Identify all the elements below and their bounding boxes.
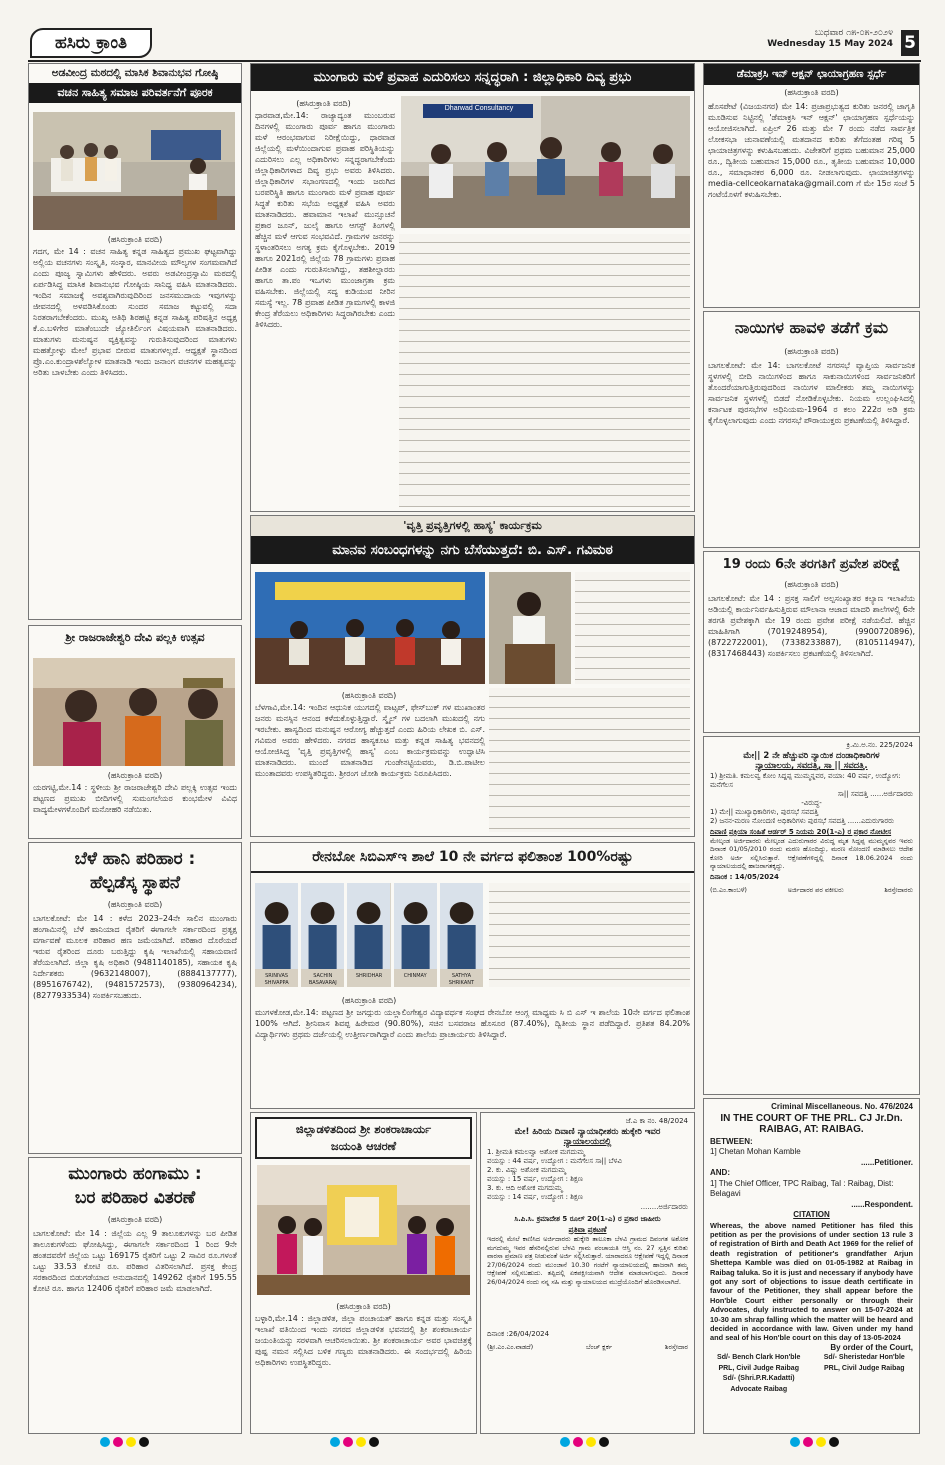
- right-story-2-byline: (ಹಸಿರುಕ್ರಾಂತಿ ವರದಿ): [784, 347, 839, 356]
- student-card: [301, 883, 344, 987]
- middle-story-2-body-cont: [489, 688, 690, 832]
- notice2-citation: Whereas, the above named Petitioner has filed this petition as per the provisions of under section 13 rule 3 of registration of Birth and Death Act 1969 for the relief of death registration of petitioner's grandfather Arjun Shettepa Kamble was died on 01-05-1982 at Raibag in Raibag taluka. So it is just and necessary if anybody have got any sort of objections to issue death certificate in favour of the Petitioner, they shall appear before the Hon'ble Court either personally or through their Advocates, duly instructed to answer on 15-07-2024 at 10-30 am shrap falling which the matter will be heard and decided in accordance with law. Given under my hand and seal of his Hon'ble court on this day of 13-05-2024: [710, 1220, 913, 1343]
- left-story-1-body: ಗದಗ, ಮೇ 14 : ವಚನ ಸಾಹಿತ್ಯ ಕನ್ನಡ ಸಾಹಿತ್ಯದ ಪ್ರಮುಖ ಘಟ್ಟವಾಗಿದ್ದು ಅಲ್ಲಿಯ ವಚನಗಳು ಸಂಸ್ಕೃತಿ, ಸಂಸ್ಕಾರ, ಮಾನವೀಯ ಮೌಲ್ಯಗಳ ಸಂಗಮವಾಗಿದೆ ಎಂದು ಪೂಜ್ಯ ಸ್ವಾಮಿಗಳು ಹೇಳಿದರು. ಅವರು ಅಡವೀಂದ್ರಸ್ವಾಮಿ ಮಠದಲ್ಲಿ ಏರ್ಪಡಿಸಿದ್ದ ಮಾಸಿಕ ಶಿವಾನುಭವ ಗೋಷ್ಠಿಯ ಸಾನಿಧ್ಯ ವಹಿಸಿ ಮಾತನಾಡಿದರು. ಇಂದಿನ ಸಮಾಜಕ್ಕೆ ಅವಶ್ಯವಾಗಿರುವುದಿರಿಂದ ಜನಸಮುದಾಯ ಇವುಗಳನ್ನು ಜೀವನದಲ್ಲಿ ಅಳವಡಿಸಿಕೊಂಡು ಸುಂದರ ಸಮಾಜ ಕಟ್ಟುವಲ್ಲಿ ಸದಾ ನಿರತರಾಗಬೇಕೆಂದರು. ಮುಖ್ಯ ಅತಿಥಿ ಶಿರಹಟ್ಟಿ ಕನ್ನಡ ಸಾಹಿತ್ಯ ಪರಿಷತ್ತಿನ ಅಧ್ಯಕ್ಷ ಕೆ.ಎ.ಬಳಿಗೇರ ಮಾತೆಂಬುದೇ ಜ್ಯೋತಿರ್ಲಿಂಗ ವಿಷಯವಾಗಿ ಮಾತನಾಡಿದರು. ಮಾತುಗಳು ಮನುಷ್ಯನ ವ್ಯಕ್ತಿತ್ವವನ್ನು ಗುರುತಿಸುವುದರಿಂದ ಮಾತುಗಳು ಮಹತ್ತೋಳ್ಳು ಮೇಲೆ ಪ್ರಭಾವ ಬೀರುವ ಮಾತುಗಳಲ್ಲದೆ. ಆಧ್ಯಕ್ಷತೆ ಸ್ಥಾನದಿಂದ ಪ್ರೊ.ಎಂ.ಕುಂದ್ರಾಳಶೆಲ್ಯೋಳ ಮಾತನಾಡಿ ಇಂದು ಜನಾಂಗ ವಚನಗಳ ಮಹತ್ವವನ್ನು ಅರಿತು ಬಾಳಬೇಕು ಎಂದು ತಿಳಿಸಿದರು.: [33, 247, 237, 377]
- notice2-between: BETWEEN:: [710, 1136, 753, 1146]
- meeting-photo-sign: Dharwad Consultancy: [444, 105, 514, 112]
- notice2-by-order: By order of the Court,: [830, 1342, 913, 1352]
- notice-line: 3. ಕು. ಆದಿ ಅಶೋಕ ಮಗದುಮ್ಮ: [487, 1183, 563, 1192]
- left-story-1: [28, 63, 242, 620]
- student-photos: [255, 883, 483, 987]
- notice2-petitioner: 1] Chetan Mohan Kamble: [710, 1147, 801, 1156]
- student-card: [255, 883, 298, 987]
- middle-story-3-side: [489, 883, 690, 987]
- notice-line: ವಯಸ್ಸು : 44 ವರ್ಷ, ಉದ್ಯೋಗ : ಮನೆಗೆಲಸ ಸಾ|| ಬೆಳವಿ: [487, 1156, 622, 1165]
- right-story-3-byline: (ಹಸಿರುಕ್ರಾಂತಿ ವರದಿ): [784, 580, 839, 589]
- right-story-2-body: ಬಾಗಲಕೋಟೆ: ಮೇ 14: ಬಾಗಲಕೋಟೆ ನಗರಸಭೆ ವ್ಯಾಪ್ತಿಯ ಸಾರ್ವಜನಿಕ ಸ್ಥಳಗಳಲ್ಲಿ ಬೀದಿ ನಾಯಿಗಳಿಂದ ಹಾಗೂ ಸಾಕುನಾಯಿಗಳಿಂದ ಸಾರ್ವಜನಿಕರಿಗೆ ತೊಂದರೆಯಾಗುತ್ತಿರುವುದರಿಂದ ನಾಯಿಗಳ ಮಾಲೀಕರು ತಮ್ಮ ನಾಯಿಗಳನ್ನು ಸಾರ್ವಜನಿಕ ಸ್ಥಳಗಳಲ್ಲಿ ಬಿಡದೆ ನೋಡಿಕೊಳ್ಳಬೇಕು. ನಿಯಮ ಉಲ್ಲಂಘಿಸಿದಲ್ಲಿ ಕರ್ನಾಟಕ ಪುರಸಭೆಗಳ ಅಧಿನಿಯಮ-1964 ರ ಕಲಂ 222ರ ಅಡಿ ಕ್ರಮ ಕೈಗೊಳ್ಳಲಾಗುವುದು ಎಂದು ನಗರಸಭೆ ಪೌರಾಯುಕ್ತರು ಪ್ರಕಟಣೆಯಲ್ಲಿ ತಿಳಿಸಿದ್ದಾರೆ.: [708, 361, 915, 425]
- jayanti-photo: [257, 1165, 470, 1295]
- registration-marks-1: [100, 1437, 149, 1447]
- student-name: SATHYA SHRIKANT: [448, 973, 475, 986]
- notice-signature: ಶಿರಸ್ತೇದಾರ: [664, 1342, 688, 1351]
- notice2-advocate: Sd/- (Shri.P.R.Kadatti) Advocate Raibag: [722, 1375, 795, 1393]
- middle-story-1-body: ಧಾರವಾಡ,ಮೇ.14: ರಾಜ್ಯಾದ್ಯಂತ ಮುಂಬರುವ ದಿನಗಳಲ್ಲಿ ಮುಂಗಾರು ಪೂರ್ವ ಹಾಗೂ ಮುಂಗಾರು ಮಳೆ ಆರಂಭವಾಗುವ ನಿರೀಕ್ಷೆಯಿದ್ದು, ಧಾರವಾಡ ಜಿಲ್ಲೆಯಲ್ಲಿ ಮಳೆಯಿಂದಾಗುವ ಪ್ರವಾಹ ಪರಿಸ್ಥಿತಿಯನ್ನು ಎದುರಿಸಲು ಎಲ್ಲ ಅಧಿಕಾರಿಗಳು ಸನ್ನದ್ಧರಾಗಬೇಕೆಂದು ಜಿಲ್ಲಾಧಿಕಾರಿಗಳಾದ ದಿವ್ಯ ಪ್ರಭು ಅವರು ತಿಳಿಸಿದರು. ಜಿಲ್ಲಾಧಿಕಾರಿಗಳ ಸಭಾಂಗಣದಲ್ಲಿ ಇಂದು ಜರುಗಿದ ಬರಪರಿಸ್ಥಿತಿ ಹಾಗೂ ಮುಂಗಾರು ಮಳೆ ಪ್ರವಾಹ ಪೂರ್ವ ಸಿದ್ಧತೆ ಕುರಿತು ಸಭೆಯ ಅಧ್ಯಕ್ಷತೆ ವಹಿಸಿ ಅವರು ಮಾತನಾಡಿದರು. ಹವಾಮಾನ ಇಲಾಖೆ ಮುನ್ಸೂಚನೆ ಪ್ರಕಾರ ಜೂನ್, ಜುಲೈ ಹಾಗೂ ಆಗಸ್ಟ್ ತಿಂಗಳಲ್ಲಿ ಹೆಚ್ಚಿನ ಮಳೆ ಆಗುವ ಸಂಭವವಿದೆ. ಗ್ರಾಮಗಳ ಜನರನ್ನು ಸ್ಥಳಾಂತರಿಸಲು ಅಗತ್ಯ ಕ್ರಮ ಕೈಗೊಳ್ಳಬೇಕು. 2019 ಹಾಗೂ 2021ರಲ್ಲಿ ಜಿಲ್ಲೆಯ 78 ಗ್ರಾಮಗಳು ಪ್ರವಾಹ ಪೀಡಿತ ಎಂದು ಗುರುತಿಸಲಾಗಿದ್ದು, ತಹಶೀಲ್ದಾರರು ಹಾಗೂ ತಾ.ಪಂ ಇಒಗಳು ಮುಂಜಾಗ್ರತಾ ಕ್ರಮ ವಹಿಸಬೇಕು. ಜಿಲ್ಲೆಯಲ್ಲಿ ಸದ್ಯ ಕುಡಿಯುವ ನೀರಿನ ಸಮಸ್ಯೆ ಇಲ್ಲ. 78 ಪ್ರವಾಹ ಪೀಡಿತ ಗ್ರಾಮಗಳಲ್ಲಿ ಕಾಳಜಿ ಕೇಂದ್ರ ತೆರೆಯಲು ಅಧಿಕಾರಿಗಳು ಸಿದ್ಧರಾಗಿರಬೇಕು ಎಂದು ತಿಳಿಸಿದರು.: [255, 111, 395, 329]
- student-card: [394, 883, 437, 987]
- notice1-line: ದಿವಾಣಿ ಪ್ರಕ್ರಿಯಾ ಸಂಹಿತೆ ಆರ್ಡರ್ 5 ನಿಯಮ 20(1-ಎ) ರ ಪ್ರಕಾರ ನೋಟೀಸ: [710, 827, 892, 836]
- right-story-3: [703, 551, 920, 733]
- notice2-sig-left: Sd/- Bench Clark Hon'ble PRL, Civil Judge Raibag: [717, 1354, 801, 1372]
- notice1-line: 1) ಶ್ರೀಮತಿ. ಕಮಲವ್ವ ಕೋಂ ಸಿದ್ದಪ್ಪ ಮುಮ್ಮನ್ನವರ, ವಯಾ: 40 ವರ್ಷ, ಉದ್ಯೋಗ: ಮನೆಗೆಲಸ: [710, 771, 901, 789]
- notice-headline-1: ಮೇ! ಹಿರಿಯ ದಿವಾಣಿ ನ್ಯಾಯಾಧೀಶರು ಹುಕ್ಕೇರಿ ಇವರ: [514, 1126, 661, 1137]
- left-story-4-byline: (ಹಸಿರುಕ್ರಾಂತಿ ವರದಿ): [107, 1215, 163, 1224]
- notice-body: ಇದರಲ್ಲಿ ಮೇಲೆ ಕಾಣಿಸಿದ ಅರ್ಜಿದಾರರು ಹುಕ್ಕೇರಿ ತಾಲೂಕಾ ಬೆಳವಿ ಗ್ರಾಮದ ದಿವಂಗತ ಅಶೋಕ ಮಗದುಮ್ಮ ಇವರ ಹೆಸರಿನಲ್ಲಿರುವ ಬೆಳವಿ ಗ್ರಾಮ ಪಂಚಾಯತಿ ಆಸ್ತಿ ನಂ. 27 ಸ್ವತ್ತಿನ ಕುರಿತು ವಾರಸಾ ಪ್ರಮಾಣ ಪತ್ರ ನೀಡುವಂತೆ ಅರ್ಜಿ ಸಲ್ಲಿಸಿರುತ್ತಾರೆ. ಯಾರಾದರೂ ಆಕ್ಷೇಪಣೆ ಇದ್ದಲ್ಲಿ ದಿನಾಂಕ 27/06/2024 ರಂದು ಮುಂಜಾನೆ 10.30 ಗಂಟೆಗೆ ನ್ಯಾಯಾಲಯದಲ್ಲಿ ಹಾಜರಾಗಿ ತಮ್ಮ ಆಕ್ಷೇಪಣೆ ಸಲ್ಲಿಸಬಹುದು. ತಪ್ಪಿದಲ್ಲಿ ಏಕಪಕ್ಷೀಯವಾಗಿ ಆದೇಶ ಮಾಡಲಾಗುವುದು. ದಿನಾಂಕ 26/04/2024 ರಂದು ನನ್ನ ಸಹಿ ಮತ್ತು ನ್ಯಾಯಾಲಯದ ಮುದ್ರೆಯೊಂದಿಗೆ ಹೊರಡಿಸಲಾಗಿದೆ.: [487, 1235, 688, 1286]
- event-photo: [33, 112, 235, 230]
- middle-story-4: [250, 1112, 477, 1434]
- court-notice-savadatti: [703, 736, 920, 1095]
- masthead: [28, 26, 921, 62]
- left-story-2: [28, 625, 242, 839]
- middle-story-4-headline-1: ಜಿಲ್ಲಾಡಳಿತದಿಂದ ಶ್ರೀ ಶಂಕರಾಚಾರ್ಯ: [295, 1122, 432, 1136]
- middle-story-3: [250, 842, 695, 1109]
- issue-date: [767, 28, 893, 50]
- magenta-dot: [113, 1437, 123, 1447]
- magenta-dot: [803, 1437, 813, 1447]
- cyan-dot: [790, 1437, 800, 1447]
- left-story-1-headline-2: ವಚನ ಸಾಹಿತ್ಯ ಸಮಾಜ ಪರಿವರ್ತನೆಗೆ ಪೂರಕ: [29, 83, 241, 103]
- notice1-line: ದಿನಾಂಕ : 14/05/2024: [710, 872, 779, 881]
- notice2-respondent: 1] The Chief Officer, TPC Raibag, Tal : Raibag, Dist: Belagavi: [710, 1178, 894, 1198]
- notice2-ref: Criminal Miscellaneous. No. 476/2024: [771, 1102, 913, 1111]
- right-story-1-headline: ಡೆಮಾಕ್ರಸಿ ಇನ್ ಆಕ್ಷನ್ ಛಾಯಾಗ್ರಹಣ ಸ್ಪರ್ಧೆ: [704, 64, 919, 85]
- notice2-petitioner-label: ......Petitioner.: [860, 1157, 913, 1167]
- left-story-2-byline: (ಹಸಿರುಕ್ರಾಂತಿ ವರದಿ): [107, 771, 163, 780]
- notice-signature: ಬೆಂಚ್ ಕ್ಲರ್ಕ: [585, 1342, 613, 1351]
- notice-line: ವಯಸ್ಸು : 14 ವರ್ಷ, ಉದ್ಯೋಗ : ಶಿಕ್ಷಣ: [487, 1192, 583, 1201]
- middle-story-2: [250, 515, 695, 837]
- notice2-respondent-label: ......Respondent.: [851, 1199, 913, 1209]
- notice-sub-heading: ಸಿ.ಪಿ.ಸಿ. ಕ್ರಮಾದೇಶ 5 ರೂಲ್ 20(1-ಎ) ರ ಪ್ರಕಾರ ಜಾಹೀರು: [514, 1215, 661, 1223]
- left-story-3-headline-1: ಬೆಳೆ ಹಾನಿ ಪರಿಹಾರ :: [74, 849, 196, 869]
- notice-date: ದಿನಾಂಕ :26/04/2024: [487, 1330, 550, 1338]
- magenta-dot: [573, 1437, 583, 1447]
- cyan-dot: [560, 1437, 570, 1447]
- middle-story-2-kicker: 'ವೃತ್ತಿ ಪ್ರವೃತ್ತಿಗಳಲ್ಲಿ ಹಾಸ್ಯ' ಕಾರ್ಯಕ್ರಮ: [251, 516, 694, 536]
- right-story-3-headline: 19 ರಂದು 6ನೇ ತರಗತಿಗೆ ಪ್ರವೇಶ ಪರೀಕ್ಷೆ: [722, 557, 901, 572]
- notice-applicant-label: ........ಅರ್ಜಿದಾರರು: [640, 1202, 688, 1211]
- middle-story-2-body: ಬೆಳಗಾವಿ,ಮೇ.14: ಇಂದಿನ ಆಧುನಿಕ ಯುಗದಲ್ಲಿ ವಾಟ್ಸಪ್, ಫೇಸ್‌ಬುಕ್ ಗಳ ಮುಖಾಂತರ ಜನರು ಮನಸ್ಸಿನ ಆನಂದ ಕಳೆದುಕೊಳ್ಳುತ್ತಿದ್ದಾರೆ. ಸ್ಮೈಲ್ ಗಳ ಬದಲಾಗಿ ಮುಖದಲ್ಲಿ ನಗು ಇರಬೇಕು. ಹಾಸ್ಯದಿಂದ ಮನುಷ್ಯನ ಆರೋಗ್ಯ ಹೆಚ್ಚುತ್ತದೆ ಎಂದು ಹಿರಿಯ ಲೇಖಕ ಬಿ. ಎಸ್. ಗವಿಮಠ ಅವರು ಹೇಳಿದರು. ನಗರದ ಹಾಸ್ಯಕೂಟ ಮತ್ತು ಕನ್ನಡ ಸಾಹಿತ್ಯ ಭವನದಲ್ಲಿ ಆಯೋಜಿಸಿದ್ದ 'ವೃತ್ತಿ ಪ್ರವೃತ್ತಿಗಳಲ್ಲಿ ಹಾಸ್ಯ' ಎಂಬ ಕಾರ್ಯಕ್ರಮವನ್ನು ಉದ್ಘಾಟಿಸಿ ಮಾತನಾಡಿದರು. ಮುಂದೆ ಮಾತನಾಡಿದ ಗುಂಡೇನಟ್ಟಿಯವರು, ಡಿ.ಬಿ.ಪಾಟೀಲ ಮುಂತಾದವರು ಉಪಸ್ಥಿತರಿದ್ದರು. ಶ್ರೀರಂಗ ಜೋಶಿ ಕಾರ್ಯಕ್ರಮ ನಿರೂಪಿಸಿದರು.: [255, 703, 485, 778]
- left-story-1-byline: (ಹಸಿರುಕ್ರಾಂತಿ ವರದಿ): [107, 235, 163, 244]
- middle-story-4-body: ಬಳ್ಳಾರಿ,ಮೇ.14 : ಜಿಲ್ಲಾಡಳಿತ, ಜಿಲ್ಲಾ ಪಂಚಾಯತ್ ಹಾಗೂ ಕನ್ನಡ ಮತ್ತು ಸಂಸ್ಕೃತಿ ಇಲಾಖೆ ವತಿಯಿಂದ ಇಂದು ನಗರದ ಜಿಲ್ಲಾಡಳಿತ ಭವನದಲ್ಲಿ ಶ್ರೀ ಶಂಕರಾಚಾರ್ಯ ಜಯಂತಿಯನ್ನು ಸರಳವಾಗಿ ಆಚರಿಸಲಾಯಿತು. ಶ್ರೀ ಶಂಕರಾಚಾರ್ಯ ಅವರ ಭಾವಚಿತ್ರಕ್ಕೆ ಪುಷ್ಪ ನಮನ ಸಲ್ಲಿಸಿದ ಬಳಿಕ ಗಣ್ಯರು ಮಾತನಾಡಿದರು. ಈ ಸಂದರ್ಭದಲ್ಲಿ ಹಿರಿಯ ಅಧಿಕಾರಿಗಳು ಉಪಸ್ಥಿತರಿದ್ದರು.: [255, 1314, 472, 1367]
- left-story-4-headline-2: ಬರ ಪರಿಹಾರ ವಿತರಣೆ: [74, 1188, 196, 1208]
- notice1-signature: (ಬಿ.ಎಂ.ಕಾಂಬಳೆ): [710, 885, 747, 894]
- left-story-1-headline-1: ಅಡವೀಂದ್ರ ಮಠದಲ್ಲಿ ಮಾಸಿಕ ಶಿವಾನುಭವ ಗೋಷ್ಠಿ: [51, 67, 219, 79]
- yellow-dot: [586, 1437, 596, 1447]
- notice1-signature: ಅರ್ಜಿದಾರರ ಪರ ವಕೀಲರು: [787, 885, 844, 894]
- notice1-headline-1: ಮೇ|| 2 ನೇ ಹೆಚ್ಚುವರಿ ನ್ಯಾಯಿಕ ದಂಡಾಧಿಕಾರಿಗಳ: [743, 750, 880, 761]
- notice-headline-2: ನ್ಯಾಯಾಲಯದಲ್ಲಿ: [563, 1137, 612, 1147]
- left-story-2-headline: ಶ್ರೀ ರಾಜರಾಜೇಶ್ವರಿ ದೇವಿ ಪಲ್ಲಕಿ ಉತ್ಸವ: [65, 631, 205, 644]
- middle-story-1-body-cont: [399, 234, 690, 507]
- left-story-3-headline-2: ಹೆಲ್ಪಡೆಸ್ಕ ಸ್ಥಾಪನೆ: [89, 873, 181, 893]
- notice1-headline-2: ನ್ಯಾಯಾಲಯ, ಸವದತ್ತಿ, ಸಾ || ಸವದತ್ತಿ.: [755, 761, 868, 771]
- notice-line: 2. ಕು. ವಿಷ್ಣು ಅಶೋಕ ಮಗದುಮ್ಮ: [487, 1165, 566, 1174]
- notice-line: 1. ಶ್ರೀಮತಿ ಕಮಲವ್ವಾ ಅಶೋಕ ಮಗದುಮ್ಮ: [487, 1147, 585, 1156]
- notice1-signatures: [710, 885, 913, 896]
- notice1-signature: ಶಿರಸ್ತೇದಾರರು: [884, 885, 913, 894]
- left-story-2-body: ಯರಗಟ್ಟಿ,ಮೇ.14 : ಸ್ಥಳೀಯ ಶ್ರೀ ರಾಜರಾಜೇಶ್ವರಿ ದೇವಿ ಪಲ್ಲಕ್ಕಿ ಉತ್ಸವ ಇಂದು ಪಟ್ಟಣದ ಪ್ರಮುಖ ಬೀದಿಗಳಲ್ಲಿ ಸುಮಂಗಲೆಯರ ಕುಂಭಮೇಳ ವಿವಿಧ ವಾದ್ಯಮೇಳಗಳೊಂದಿಗೆ ಮನೋಹರಿ ನಡೆಯಿತು.: [33, 783, 237, 814]
- middle-story-4-headline-2: ಜಯಂತಿ ಆಚರಣೆ: [330, 1139, 397, 1153]
- middle-story-2-byline: (ಹಸಿರುಕ್ರಾಂತಿ ವರದಿ): [341, 691, 397, 700]
- middle-story-2-side: [575, 572, 690, 684]
- right-story-1-byline: (ಹಸಿರುಕ್ರಾಂತಿ ವರದಿ): [784, 88, 839, 97]
- newspaper-name: ಹಸಿರು ಕ್ರಾಂತಿ: [30, 28, 152, 58]
- page-number: 5: [901, 30, 919, 56]
- notice1-line: ಮೇಲ್ಕಂಡ ಅರ್ಜಿದಾರರು ಮೇಲ್ಕಂಡ ಎದುರುಗಾರರ ವಿರುದ್ಧ ಮೃತ ಸಿದ್ದಪ್ಪ ಮುಮ್ಮನ್ನವರ ಇವರು ದಿನಾಂಕ 01/05/2010 ರಂದು ಮರಣ ಹೊಂದಿದ್ದು, ಮರಣ ನೋಂದಣಿ ಮಾಡಿಸಲು ಆದೇಶ ಕೋರಿ ಅರ್ಜಿ ಸಲ್ಲಿಸಿರುತ್ತಾರೆ. ಆಕ್ಷೇಪಣೆಗಳಿದ್ದಲ್ಲಿ ದಿನಾಂಕ 18.06.2024 ರಂದು ನ್ಯಾಯಾಲಯದಲ್ಲಿ ಹಾಜರಾಗತಕ್ಕದ್ದು.: [710, 836, 913, 870]
- middle-story-1-headline: ಮುಂಗಾರು ಮಳೆ ಪ್ರವಾಹ ಎದುರಿಸಲು ಸನ್ನದ್ಧರಾಗಿ : ಜಿಲ್ಲಾಧಿಕಾರಿ ದಿವ್ಯ ಪ್ರಭು: [251, 64, 694, 91]
- registration-marks-4: [790, 1437, 839, 1447]
- registration-marks-3: [560, 1437, 609, 1447]
- black-dot: [829, 1437, 839, 1447]
- magenta-dot: [343, 1437, 353, 1447]
- student-card: [347, 883, 390, 987]
- left-story-4-body: ಬಾಗಲಕೋಟೆ: ಮೇ 14 : ಜಿಲ್ಲೆಯ ಎಲ್ಲ 9 ತಾಲೂಕುಗಳನ್ನು ಬರ ಪೀಡಿತ ತಾಲೂಕುಗಳೆಂದು ಘೋಷಿಸಿದ್ದು, ಈಗಾಗಲೇ ಸರ್ಕಾರದಿಂದ 1 ರಿಂದ 9ನೇ ಹಂತದವರೆಗೆ ಜಿಲ್ಲೆಯ ಒಟ್ಟು 169175 ರೈತರಿಗೆ ಒಟ್ಟು 2 ಸಾವಿರ ರೂ.ಗಳಂತೆ ಒಟ್ಟು 33.53 ಕೋಟಿ ರೂ. ಪರಿಹಾರ ವಿತರಿಸಲಾಗಿದೆ. ಪ್ರಸಕ್ತ ಕೇಂದ್ರ ಸರಕಾರದಿಂದ ಬಿಡುಗಡೆಯಾದ ಅನುದಾನದಲ್ಲಿ 149262 ರೈತರಿಗೆ 195.55 ಕೋಟಿ ರೂ. ಹಾಗೂ 12406 ರೈತರಿಗೆ ಪರಿಹಾರ ಜಮೆ ಮಾಡಲಾಗಿದೆ.: [33, 1229, 237, 1293]
- middle-story-4-byline: (ಹಸಿರುಕ್ರಾಂತಿ ವರದಿ): [336, 1302, 391, 1311]
- notice2-sig-right: Sd/- Sheristedar Hon'ble PRL, Civil Judge Raibag: [823, 1354, 905, 1372]
- right-story-1: [703, 63, 920, 308]
- black-dot: [139, 1437, 149, 1447]
- notice2-headline: IN THE COURT OF THE PRL. CJ Jr.Dn. RAIBAG, AT: RAIBAG.: [720, 1112, 903, 1135]
- middle-story-3-body: ಮುಗಳಕೋಡ,ಮೇ.14: ಪಟ್ಟಣದ ಶ್ರೀ ಜಗದ್ಗುರು ಯಲ್ಲಾಲಿಂಗೇಶ್ವರ ವಿದ್ಯಾವರ್ಧಕ ಸಂಘದ ರೇನಬೋ ಆಂಗ್ಲ ಮಾಧ್ಯಮ ಸಿ ಬಿ ಎಸ್ ಇ ಶಾಲೆಯ 10ನೇ ವರ್ಗದ ಫಲಿತಾಂಶ 100% ಆಗಿದೆ. ಶ್ರೀನಿವಾಸ ಶಿವಪ್ಪ ಹಿರೇಮಠ (90.80%), ಸಚಿನ ಬಸವರಾಜ ಹೊಸೂರ (87.40%), ದ್ವಿತೀಯ ಸ್ಥಾನ ಪಡೆದಿದ್ದಾರೆ. ಪ್ರತಿಶತ 84.20% ವಿದ್ಯಾರ್ಥಿಗಳು ಪ್ರಥಮ ದರ್ಜೆಯಲ್ಲಿ ಉತ್ತೀರ್ಣರಾಗಿದ್ದಾರೆ ಎಂದು ಶಾಲೆಯ ಪ್ರಾಚಾರ್ಯರು ತಿಳಿಸಿದ್ದಾರೆ.: [255, 1008, 690, 1039]
- middle-story-1: [250, 63, 695, 512]
- court-notice-raibag: [703, 1098, 920, 1434]
- notice-line: ವಯಸ್ಸು : 15 ವರ್ಷ, ಉದ್ಯೋಗ : ಶಿಕ್ಷಣ: [487, 1174, 583, 1183]
- meeting-photo: [401, 96, 690, 228]
- notice2-signatures: [710, 1353, 913, 1374]
- cyan-dot: [100, 1437, 110, 1447]
- student-name: SACHIN BASAVARAJ: [308, 973, 337, 986]
- right-story-2-headline: ನಾಯಿಗಳ ಹಾವಳಿ ತಡೆಗೆ ಕ್ರಮ: [734, 318, 889, 337]
- black-dot: [369, 1437, 379, 1447]
- registration-marks-2: [330, 1437, 379, 1447]
- yellow-dot: [816, 1437, 826, 1447]
- notice1-line: 1) ಮೇ|| ಮುಖ್ಯಾಧಿಕಾರಿಗಳು, ಪುರಸಭೆ ಸವದತ್ತಿ: [710, 807, 819, 816]
- speaker-photo: [489, 572, 571, 684]
- notice1-line: -ವಿರುದ್ಧ-: [801, 798, 822, 807]
- left-story-4: [28, 1157, 242, 1434]
- yellow-dot: [356, 1437, 366, 1447]
- student-name: SRINIVAS SHIVAPPA: [264, 973, 289, 986]
- notice1-line: 2) ಜನನ-ಮರಣ ನೋಂದಣಿ ಅಧಿಕಾರಿಗಳು ಪುರಸಭೆ ಸವದತ್ತಿ ......ಎದುರುಗಾರರು: [710, 816, 894, 825]
- notice-signature: (ಶ್ರೀ.ಎಂ.ಎಂ.ವಾಡದೆ): [487, 1342, 534, 1351]
- notice2-and: AND:: [710, 1168, 730, 1177]
- student-name: CHINMAY: [403, 973, 427, 979]
- seminar-photo: [255, 572, 485, 684]
- black-dot: [599, 1437, 609, 1447]
- right-story-2: [703, 311, 920, 548]
- student-card: [440, 883, 483, 987]
- student-name: SHRIDHAR: [355, 973, 383, 979]
- left-story-3-body: ಬಾಗಲಕೋಟೆ: ಮೇ 14 : ಕಳೆದ 2023–24ನೇ ಸಾಲಿನ ಮುಂಗಾರು ಹಂಗಾಮಿನಲ್ಲಿ ಬೆಳೆ ಹಾನಿಯಾದ ರೈತರಿಗೆ ಈಗಾಗಲೇ ಸರ್ಕಾರದಿಂದ ಪ್ರತ್ಯಕ್ಷ ವರ್ಗಾವಣೆ ಮೂಲಕ ಪರಿಹಾರ ಹಣ ಜಮೆಯಾಗಿದೆ. ಪರಿಹಾರ ದೊರೆಯದೆ ಇರುವ ರೈತರಿಂದ ದೂರು ಬರುತ್ತಿದ್ದು ಕೃಷಿ ಇಲಾಖೆಯಲ್ಲಿ ಸಹಾಯವಾಣಿ ತೆರೆಯಲಾಗಿದೆ. ಜಿಲ್ಲಾ ಕೃಷಿ ಅಧಿಕಾರಿ (9481140185), ಸಹಾಯಕ ಕೃಷಿ ನಿರ್ದೇಶಕರು (9632148007), (8884137777), (8951676742), (9481572573), (9380964234), (8277933534) ಸಂಪರ್ಕಿಸಬಹುದು.: [33, 914, 237, 1000]
- court-notice-kn: [480, 1112, 695, 1434]
- issue-date-en: Wednesday 15 May 2024: [767, 39, 893, 49]
- middle-story-4-headline-box: [255, 1117, 472, 1159]
- notice-ref: ಜೆ.ಎ ಕಾ ನಂ. 48/2024: [625, 1117, 688, 1125]
- middle-story-2-headline: ಮಾನವ ಸಂಬಂಧಗಳನ್ನು ನಗು ಬೆಸೆಯುತ್ತದೆ: ಬಿ. ಎಸ್. ಗವಿಮಠ: [251, 536, 694, 564]
- left-story-4-headline-1: ಮುಂಗಾರು ಹಂಗಾಮು :: [68, 1164, 202, 1184]
- issue-date-kn: ಬುಧವಾರ ೧೫-೦೫-೨೦೨೪: [814, 28, 893, 38]
- yellow-dot: [126, 1437, 136, 1447]
- left-story-3: [28, 842, 242, 1154]
- right-story-3-body: ಬಾಗಲಕೋಟೆ: ಮೇ 14 : ಪ್ರಸಕ್ತ ಸಾಲಿಗೆ ಅಲ್ಪಸಂಖ್ಯಾತರ ಕಲ್ಯಾಣ ಇಲಾಖೆಯ ಅಡಿಯಲ್ಲಿ ಕಾರ್ಯನಿರ್ವಹಿಸುತ್ತಿರುವ ಮೌಲಾನಾ ಆಜಾದ ಮಾದರಿ ಶಾಲೆಗಳಲ್ಲಿ 6ನೇ ತರಗತಿ ಪ್ರವೇಶಕ್ಕಾಗಿ ಮೇ 19 ರಂದು ಪ್ರವೇಶ ಪರೀಕ್ಷೆ ನಡೆಯಲಿದೆ. ಹೆಚ್ಚಿನ ಮಾಹಿತಿಗಾಗಿ (7019248954), (9900720896), (8722722001), (7338233887), (8105114947), (8317468443) ಸಂಪರ್ಕಿಸಲು ಪ್ರಕಟಣೆಯಲ್ಲಿ ತಿಳಿಸಲಾಗಿದೆ.: [708, 594, 915, 658]
- notice-signatures: [487, 1342, 688, 1353]
- middle-story-3-byline: (ಹಸಿರುಕ್ರಾಂತಿ ವರದಿ): [341, 996, 397, 1005]
- notice2-citation-title: CITATION: [793, 1210, 830, 1219]
- notice-sub-title: ಪ್ರತಿವಾ ಪ್ರಕಟಣೆ: [568, 1224, 607, 1234]
- notice1-ref: ಕ್ರಿ.ಮಿ.ಅ.ನಂ. 225/2024: [846, 741, 913, 749]
- middle-story-3-headline: ರೇನಬೋ ಸಿಬಿಎಸ್ಇ ಶಾಲೆ 10 ನೇ ವರ್ಗದ ಫಲಿತಾಂಶ 100%ರಷ್ಟು: [251, 843, 694, 873]
- middle-story-1-byline: (ಹಸಿರುಕ್ರಾಂತಿ ವರದಿ): [296, 99, 351, 108]
- notice1-line: ಸಾ|| ಸವದತ್ತಿ ......ಅರ್ಜಿದಾರರು: [837, 789, 913, 798]
- right-story-1-body: ಹೊಸಪೇಟೆ (ವಿಜಯನಗರ) ಮೇ 14: ಪ್ರಜಾಪ್ರಭುತ್ವದ ಕುರಿತು ಜನರಲ್ಲಿ ಜಾಗೃತಿ ಮೂಡಿಸುವ ನಿಟ್ಟಿನಲ್ಲಿ 'ಡೆಮಾಕ್ರಸಿ ಇನ್ ಆಕ್ಷನ್' ಛಾಯಾಗ್ರಹಣ ಸ್ಪರ್ಧೆಯನ್ನು ಆಯೋಜಿಸಲಾಗಿದೆ. ಏಪ್ರಿಲ್ 26 ಮತ್ತು ಮೇ 7 ರಂದು ನಡೆದ ಸಾರ್ವತ್ರಿಕ ಲೋಕಸಭಾ ಚುನಾವಣೆಯಲ್ಲಿ ಮತದಾನದ ಕುರಿತು ತೆಗೆದಂತಹ ಗರಿಷ್ಠ 5 ಛಾಯಾಚಿತ್ರಗಳನ್ನು ಕಳುಹಿಸಬಹುದು. ವಿಜೇತರಿಗೆ ಪ್ರಥಮ ಬಹುಮಾನ 25,000 ರೂ., ದ್ವಿತೀಯ ಬಹುಮಾನ 15,000 ರೂ., ತೃತೀಯ ಬಹುಮಾನ 10,000 ರೂ., ಸಮಾಧಾನಕರ 6,000 ರೂ. ನೀಡಲಾಗುವುದು. ಛಾಯಾಚಿತ್ರಗಳನ್ನು media-cellceokarnataka@gmail.com ಗೆ ಮೇ 15ರ ಸಂಜೆ 5 ಗಂಟೆಯೊಳಗೆ ಕಳುಹಿಸಬೇಕು.: [708, 102, 915, 199]
- left-story-3-byline: (ಹಸಿರುಕ್ರಾಂತಿ ವರದಿ): [107, 900, 163, 909]
- palki-photo: [33, 658, 235, 766]
- cyan-dot: [330, 1437, 340, 1447]
